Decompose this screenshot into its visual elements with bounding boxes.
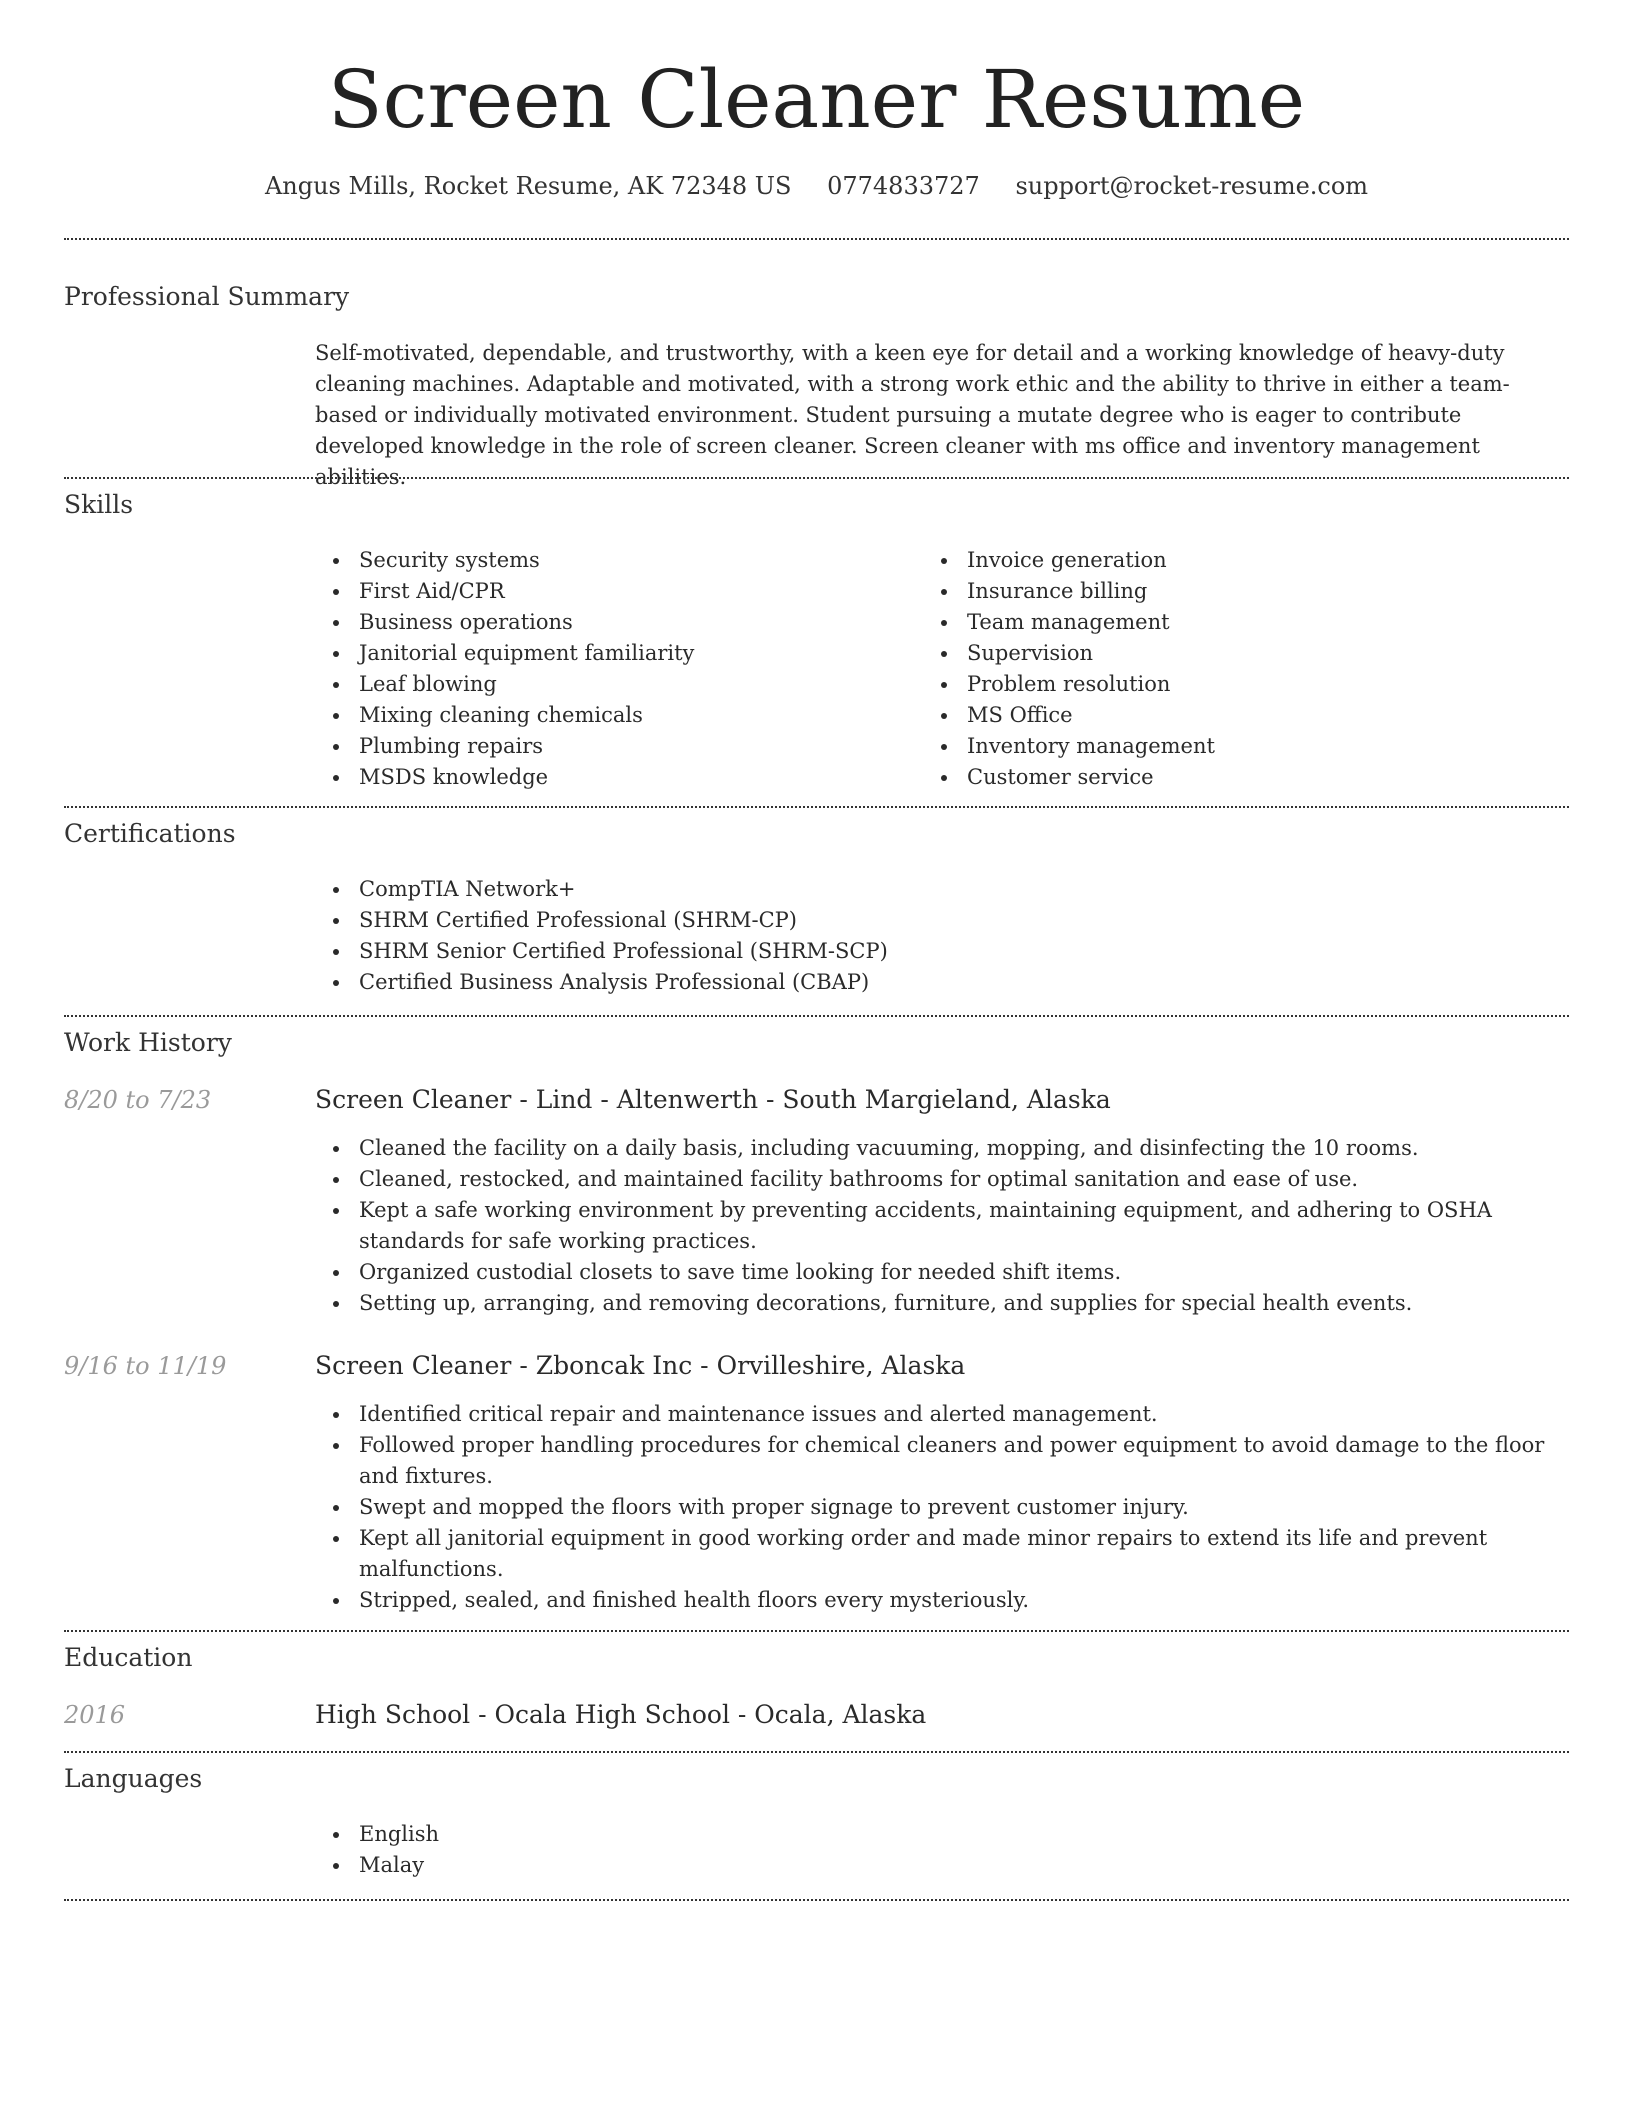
job-duties [315,1133,1565,1319]
job-title: Screen Cleaner - Lind - Altenwerth - South Margieland, Alaska [315,1085,1111,1114]
job-dates: 8/20 to 7/23 [64,1086,212,1114]
contact-address: Angus Mills, Rocket Resume, AK 72348 US [264,172,792,200]
skills-column-left [315,545,915,793]
certifications-list [315,874,1565,998]
duty-item: Kept all janitorial equipment in good working order and made minor repairs to extend its life and prevent malfunctions. [359,1523,1565,1585]
section-heading-languages: Languages [64,1764,203,1793]
duty-item: Stripped, sealed, and finished health floors every mysteriously. [359,1585,1565,1616]
skill-item: Business operations [359,607,915,638]
skill-item: Team management [967,607,1523,638]
skill-item: Security systems [359,545,915,576]
duty-item: Organized custodial closets to save time looking for needed shift items. [359,1257,1565,1288]
skill-item: Supervision [967,638,1523,669]
section-heading-education: Education [64,1643,193,1672]
language-item: Malay [359,1850,1565,1881]
skill-item: Customer service [967,762,1523,793]
skills-list-left [315,545,915,793]
contact-email: support@rocket-resume.com [1015,172,1369,200]
duty-item: Followed proper handling procedures for chemical cleaners and power equipment to avoid damage to the floor and fixtures. [359,1430,1565,1492]
skill-item: Inventory management [967,731,1523,762]
job-duties [315,1399,1565,1616]
skill-item: Problem resolution [967,669,1523,700]
section-heading-skills: Skills [64,490,134,519]
skills-column-right [923,545,1523,793]
section-heading-work-history: Work History [64,1028,232,1057]
skill-item: Invoice generation [967,545,1523,576]
duty-item: Kept a safe working environment by preventing accidents, maintaining equipment, and adhering to OSHA standards for safe working practices. [359,1195,1565,1257]
contact-line [64,170,1569,202]
job-dates: 9/16 to 11/19 [64,1352,227,1380]
skill-item: MSDS knowledge [359,762,915,793]
certifications-section [315,874,1565,998]
duty-item: Cleaned the facility on a daily basis, including vacuuming, mopping, and disinfecting the 10 rooms. [359,1133,1565,1164]
summary-section [315,338,1565,493]
duty-item: Cleaned, restocked, and maintained facility bathrooms for optimal sanitation and ease of use. [359,1164,1565,1195]
job-title: Screen Cleaner - Zboncak Inc - Orvilleshire, Alaska [315,1351,966,1380]
languages-section [315,1819,1565,1881]
divider [64,477,1569,479]
divider [64,1899,1569,1901]
job-duties-list [315,1133,1565,1319]
section-heading-certifications: Certifications [64,819,236,848]
skill-item: First Aid/CPR [359,576,915,607]
education-year: 2016 [64,1701,126,1729]
certification-item: Certified Business Analysis Professional (CBAP) [359,967,1565,998]
duty-item: Swept and mopped the floors with proper signage to prevent customer injury. [359,1492,1565,1523]
job-duties-list [315,1399,1565,1616]
skill-item: Plumbing repairs [359,731,915,762]
divider [64,1630,1569,1632]
contact-phone: 0774833727 [827,172,980,200]
duty-item: Identified critical repair and maintenance issues and alerted management. [359,1399,1565,1430]
skill-item: Leaf blowing [359,669,915,700]
certification-item: SHRM Senior Certified Professional (SHRM-SCP) [359,936,1565,967]
divider [64,1751,1569,1753]
skill-item: Janitorial equipment familiarity [359,638,915,669]
language-item: English [359,1819,1565,1850]
languages-list [315,1819,1565,1881]
duty-item: Setting up, arranging, and removing decorations, furniture, and supplies for special health events. [359,1288,1565,1319]
skill-item: MS Office [967,700,1523,731]
certification-item: SHRM Certified Professional (SHRM-CP) [359,905,1565,936]
section-heading-summary: Professional Summary [64,282,350,311]
skills-list-right [923,545,1523,793]
divider [64,806,1569,808]
summary-text: Self-motivated, dependable, and trustworthy, with a keen eye for detail and a working knowledge of heavy-duty cleaning machines. Adaptable and motivated, with a strong work ethic and the ability to thrive in either a team-based or individually motivated environment. Student pursuing a mutate degree who is eager to contribute developed knowledge in the role of screen cleaner. Screen cleaner with ms office and inventory management abilities. [315,341,1510,489]
divider [64,238,1569,240]
page-title: Screen Cleaner Resume [327,53,1306,146]
skill-item: Mixing cleaning chemicals [359,700,915,731]
skills-section [315,545,1565,795]
skill-item: Insurance billing [967,576,1523,607]
education-title: High School - Ocala High School - Ocala, Alaska [315,1700,927,1729]
divider [64,1015,1569,1017]
certification-item: CompTIA Network+ [359,874,1565,905]
